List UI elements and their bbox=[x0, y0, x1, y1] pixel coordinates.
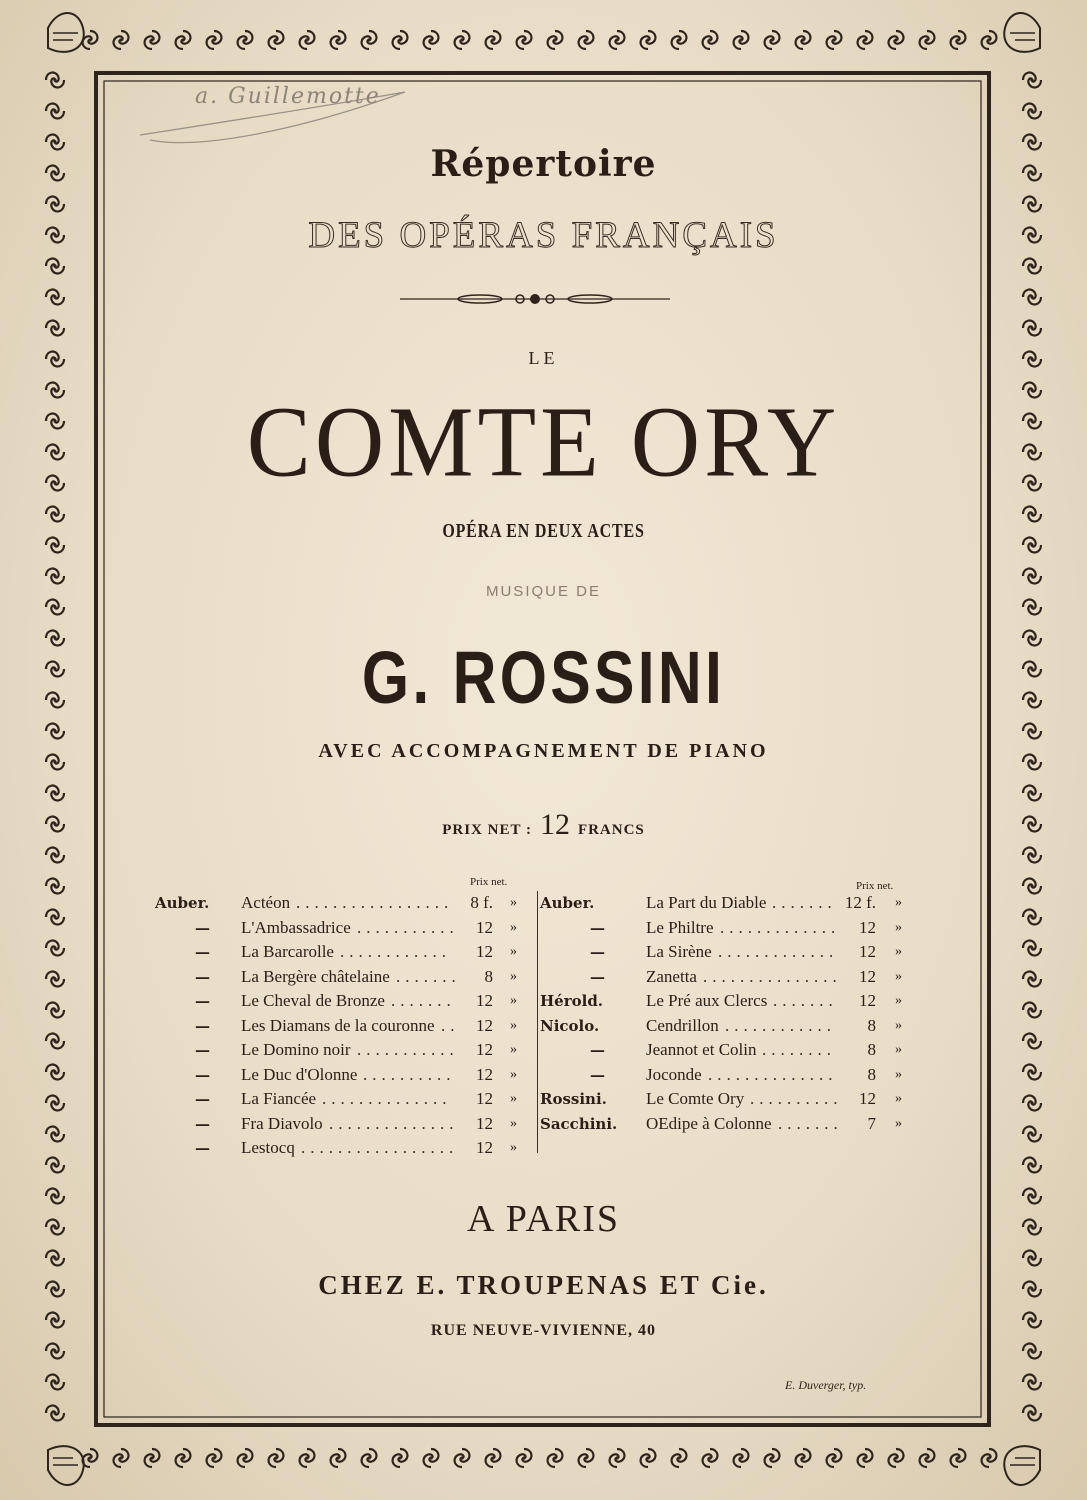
catalogue-leader-dots: ....... bbox=[778, 1113, 843, 1133]
catalogue-price-suffix: » bbox=[895, 919, 902, 935]
catalogue-title: Le Domino noir bbox=[241, 1040, 351, 1059]
catalogue-leader-dots: ........... bbox=[357, 1040, 459, 1059]
catalogue-price-suffix: » bbox=[510, 1066, 517, 1082]
title-subtitle: OPÉRA EN DEUX ACTES bbox=[442, 520, 645, 542]
catalogue-leader-dots: ....... bbox=[391, 991, 456, 1010]
catalogue-leader-dots: .......... bbox=[363, 1064, 456, 1084]
title-article: LE bbox=[528, 348, 559, 368]
catalogue-price: 8 bbox=[867, 1064, 876, 1084]
catalogue-leader-dots: .............. bbox=[708, 1064, 838, 1084]
catalogue-price-suffix: » bbox=[895, 1017, 902, 1033]
catalogue-title: La Barcarolle bbox=[241, 942, 334, 961]
catalogue-right-column bbox=[540, 891, 910, 1136]
catalogue-leader-dots: ....... bbox=[772, 893, 837, 912]
composer-name: G. ROSSINI bbox=[361, 636, 726, 719]
price-line bbox=[0, 808, 1087, 842]
printer-credit: E. Duverger, typ. bbox=[785, 1378, 867, 1392]
catalogue-composer: Hérold. bbox=[540, 992, 604, 1010]
catalogue-row bbox=[540, 891, 910, 916]
catalogue-price: 12 bbox=[476, 1040, 493, 1059]
catalogue-composer: — bbox=[590, 943, 605, 961]
catalogue-price: 12 bbox=[859, 991, 876, 1010]
catalogue-row bbox=[155, 891, 530, 916]
header-repertoire: Répertoire bbox=[430, 143, 657, 185]
catalogue-title: Jeannot et Colin bbox=[646, 1040, 757, 1059]
catalogue-title: Le Philtre bbox=[646, 917, 714, 937]
catalogue-price: 12 bbox=[859, 1089, 876, 1108]
catalogue-row bbox=[155, 989, 530, 1014]
catalogue-row bbox=[155, 965, 530, 990]
catalogue-price-suffix: » bbox=[510, 968, 517, 984]
publisher-name: CHEZ E. TROUPENAS ET Cie. bbox=[318, 1270, 769, 1300]
publisher-city: A PARIS bbox=[466, 1198, 621, 1240]
catalogue-title: La Bergère châtelaine bbox=[241, 966, 390, 986]
catalogue-leader-dots: .. bbox=[441, 1015, 460, 1035]
catalogue-row bbox=[540, 940, 910, 965]
catalogue-title: La Fiancée bbox=[241, 1089, 317, 1108]
header-des-operas: DES OPÉRAS FRANÇAIS bbox=[308, 215, 779, 256]
catalogue-composer: — bbox=[195, 1041, 210, 1059]
catalogue-price: 12 bbox=[476, 991, 493, 1010]
catalogue-price-suffix: » bbox=[895, 993, 902, 1008]
catalogue-row bbox=[155, 1038, 530, 1063]
catalogue-leader-dots: ........... bbox=[357, 917, 459, 937]
catalogue-price: 12 bbox=[476, 1015, 493, 1035]
catalogue-price-suffix: » bbox=[510, 1091, 517, 1106]
handwritten-note: a. Guillemotte bbox=[195, 84, 381, 109]
publisher-address: RUE NEUVE-VIVIENNE, 40 bbox=[430, 1322, 657, 1339]
catalogue-left-column bbox=[155, 891, 530, 1161]
catalogue-composer: Auber. bbox=[155, 894, 210, 912]
catalogue-row bbox=[540, 1112, 910, 1137]
catalogue-row bbox=[155, 1087, 530, 1112]
catalogue-composer: — bbox=[195, 918, 210, 937]
catalogue-leader-dots: ................. bbox=[301, 1138, 459, 1157]
catalogue-composer: Nicolo. bbox=[540, 1016, 600, 1035]
catalogue-row bbox=[540, 1038, 910, 1063]
price-unit: FRANCS bbox=[577, 822, 645, 838]
catalogue-composer: — bbox=[195, 1065, 210, 1084]
page-title: COMTE ORY bbox=[246, 385, 841, 498]
catalogue-title: L'Ambassadrice bbox=[241, 917, 351, 937]
catalogue-composer: — bbox=[590, 1041, 605, 1059]
catalogue-leader-dots: .............. bbox=[329, 1113, 459, 1133]
catalogue-composer: Rossini. bbox=[540, 1090, 607, 1108]
catalogue-price: 12 bbox=[476, 1138, 493, 1157]
catalogue-row bbox=[155, 1063, 530, 1088]
catalogue-composer: Auber. bbox=[540, 894, 595, 912]
catalogue-composer: — bbox=[195, 1016, 210, 1035]
catalogue-row bbox=[155, 1136, 530, 1161]
catalogue-price: 12 bbox=[476, 917, 493, 937]
catalogue-price: 12 bbox=[859, 917, 876, 937]
prix-net-label-right: Prix net. bbox=[856, 880, 894, 892]
catalogue-price: 8 bbox=[867, 1040, 876, 1059]
catalogue-composer: — bbox=[195, 1114, 210, 1133]
catalogue-composer: — bbox=[195, 1090, 210, 1108]
catalogue-leader-dots: ....... bbox=[396, 966, 461, 986]
catalogue-row bbox=[155, 916, 530, 941]
catalogue-title: La Sirène bbox=[646, 942, 712, 961]
catalogue-column-divider bbox=[537, 891, 538, 1153]
catalogue-price: 7 bbox=[867, 1113, 876, 1133]
catalogue-leader-dots: .............. bbox=[322, 1089, 452, 1108]
catalogue-price-suffix: » bbox=[510, 919, 517, 935]
catalogue-leader-dots: ............ bbox=[340, 942, 451, 961]
catalogue-row bbox=[540, 1014, 910, 1039]
catalogue-leader-dots: .......... bbox=[750, 1089, 843, 1108]
catalogue-price-suffix: » bbox=[510, 895, 517, 910]
catalogue-title: Les Diamans de la couronne bbox=[241, 1015, 435, 1035]
catalogue-composer: — bbox=[195, 967, 210, 986]
catalogue-title: Lestocq bbox=[241, 1138, 295, 1157]
catalogue-title: Le Cheval de Bronze bbox=[241, 991, 385, 1010]
catalogue-row bbox=[155, 940, 530, 965]
catalogue-price-suffix: » bbox=[510, 944, 517, 959]
catalogue-composer: — bbox=[195, 992, 210, 1010]
catalogue-price: 12 bbox=[859, 942, 876, 961]
catalogue-price: 8 bbox=[484, 966, 493, 986]
catalogue-price: 12 f. bbox=[844, 893, 876, 912]
accompaniment-note: AVEC ACCOMPAGNEMENT DE PIANO bbox=[318, 740, 769, 762]
catalogue-composer: — bbox=[590, 967, 605, 986]
catalogue-price: 12 bbox=[476, 1113, 493, 1133]
catalogue-composer: Sacchini. bbox=[540, 1114, 618, 1133]
catalogue-title: Le Duc d'Olonne bbox=[241, 1064, 358, 1084]
price-prefix: PRIX NET : bbox=[442, 822, 532, 838]
catalogue-title: Le Comte Ory bbox=[646, 1089, 745, 1108]
catalogue-price: 12 bbox=[476, 1089, 493, 1108]
catalogue-leader-dots: ............. bbox=[720, 917, 841, 937]
catalogue-composer: — bbox=[590, 1065, 605, 1084]
catalogue-composer: — bbox=[195, 1139, 210, 1157]
catalogue-row bbox=[540, 916, 910, 941]
catalogue-leader-dots: ............... bbox=[703, 966, 842, 986]
catalogue-row bbox=[155, 1014, 530, 1039]
catalogue-leader-dots: ....... bbox=[773, 991, 838, 1010]
catalogue-price: 12 bbox=[476, 1064, 493, 1084]
catalogue-price-suffix: » bbox=[510, 993, 517, 1008]
catalogue-price-suffix: » bbox=[895, 1115, 902, 1131]
catalogue-price-suffix: » bbox=[895, 944, 902, 959]
catalogue-title: Zanetta bbox=[646, 966, 697, 986]
catalogue-price-suffix: » bbox=[895, 1042, 902, 1057]
catalogue-row bbox=[540, 1063, 910, 1088]
catalogue-leader-dots: ........ bbox=[762, 1040, 836, 1059]
catalogue-row bbox=[540, 989, 910, 1014]
catalogue-price-suffix: » bbox=[510, 1042, 517, 1057]
catalogue-price-suffix: » bbox=[510, 1115, 517, 1131]
catalogue-title: Le Pré aux Clercs bbox=[646, 991, 768, 1010]
catalogue-composer: — bbox=[590, 918, 605, 937]
catalogue-price-suffix: » bbox=[895, 1091, 902, 1106]
catalogue-title: Fra Diavolo bbox=[241, 1113, 323, 1133]
catalogue-price-suffix: » bbox=[895, 1066, 902, 1082]
catalogue-title: La Part du Diable bbox=[646, 893, 767, 912]
catalogue-price-suffix: » bbox=[510, 1140, 517, 1155]
prix-net-label-left: Prix net. bbox=[470, 876, 508, 888]
catalogue-row bbox=[540, 1087, 910, 1112]
catalogue-title: Actéon bbox=[241, 893, 291, 912]
catalogue-title: Joconde bbox=[646, 1064, 702, 1084]
catalogue-leader-dots: ............ bbox=[725, 1015, 836, 1035]
catalogue-composer: — bbox=[195, 943, 210, 961]
catalogue-row bbox=[155, 1112, 530, 1137]
catalogue-price-suffix: » bbox=[895, 968, 902, 984]
catalogue-price: 8 bbox=[867, 1015, 876, 1035]
catalogue-title: OEdipe à Colonne bbox=[646, 1113, 772, 1133]
catalogue-price: 12 bbox=[476, 942, 493, 961]
catalogue-leader-dots: ................. bbox=[296, 893, 454, 912]
catalogue-price-suffix: » bbox=[895, 895, 902, 910]
price-amount: 12 bbox=[539, 808, 570, 841]
catalogue-row bbox=[540, 965, 910, 990]
catalogue-price: 8 f. bbox=[470, 893, 493, 912]
catalogue-price-suffix: » bbox=[510, 1017, 517, 1033]
catalogue-leader-dots: ............. bbox=[718, 942, 839, 961]
musique-de-label: MUSIQUE DE bbox=[485, 583, 601, 600]
catalogue-title: Cendrillon bbox=[646, 1015, 719, 1035]
catalogue-price: 12 bbox=[859, 966, 876, 986]
